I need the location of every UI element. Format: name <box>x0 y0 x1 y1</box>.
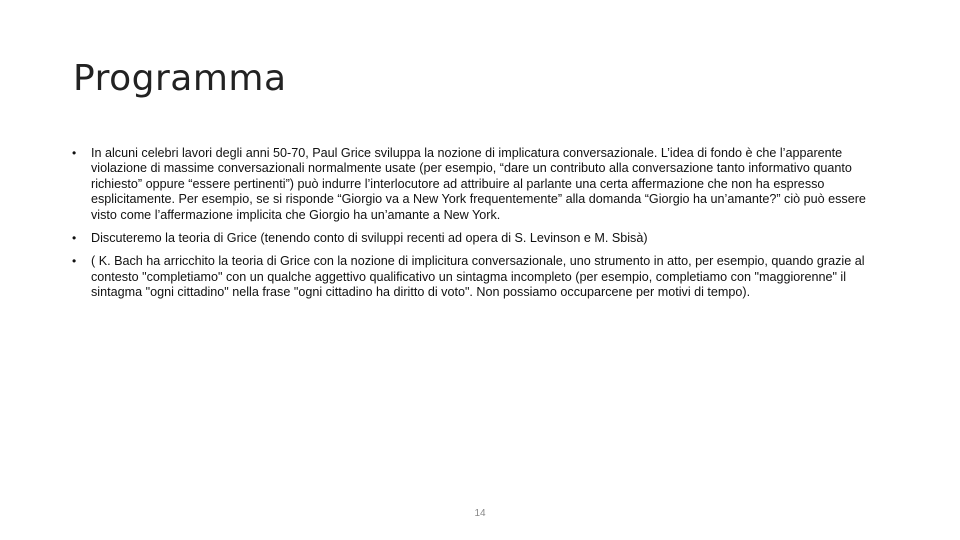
bullet-text: In alcuni celebri lavori degli anni 50-70, Paul Grice sviluppa la nozione di implicatura conversazionale. L’idea di fondo è che l’apparente violazione di massime conversazionali normalmente usate (per esempio, “dare un contributo alla conversazione tanto informativo quanto richiesto” oppure “essere pertinenti”) può indurre l’interlocutore ad attribuire al parlante una certa affermazione che non ha espresso esplicitamente. Per esempio, se si risponde “Giorgio va a New York frequentemente” alla domanda “Giorgio ha un’amante?” ciò può essere visto come l’affermazione implicita che Giorgio ha un’amante a New York. <box>91 146 866 222</box>
bullet-item-discussion <box>72 231 892 246</box>
page-number: 14 <box>474 508 486 519</box>
slide-title: Programma <box>73 58 287 99</box>
bullet-list <box>72 146 892 309</box>
bullet-marker: • <box>72 231 77 246</box>
bullet-marker: • <box>72 146 77 160</box>
bullet-item-bach-impliciture <box>72 254 892 300</box>
bullet-text: ( K. Bach ha arricchito la teoria di Grice con la nozione di implicitura conversazionale, uno strumento in atto, per esempio, quando grazie al contesto "completiamo" con un qualche aggettivo qualificativo un sintagma incompleto (per esempio, completiamo con "maggiorenne" il sintagma "ogni cittadino" nella frase "ogni cittadino ha diritto di voto". Non possiamo occuparcene per motivi di tempo). <box>91 254 865 300</box>
bullet-item-grice-implicature <box>72 146 892 223</box>
bullet-text: Discuteremo la teoria di Grice (tenendo conto di sviluppi recenti ad opera di S. Levinson e M. Sbisà) <box>91 231 648 246</box>
bullet-marker: • <box>72 254 77 269</box>
